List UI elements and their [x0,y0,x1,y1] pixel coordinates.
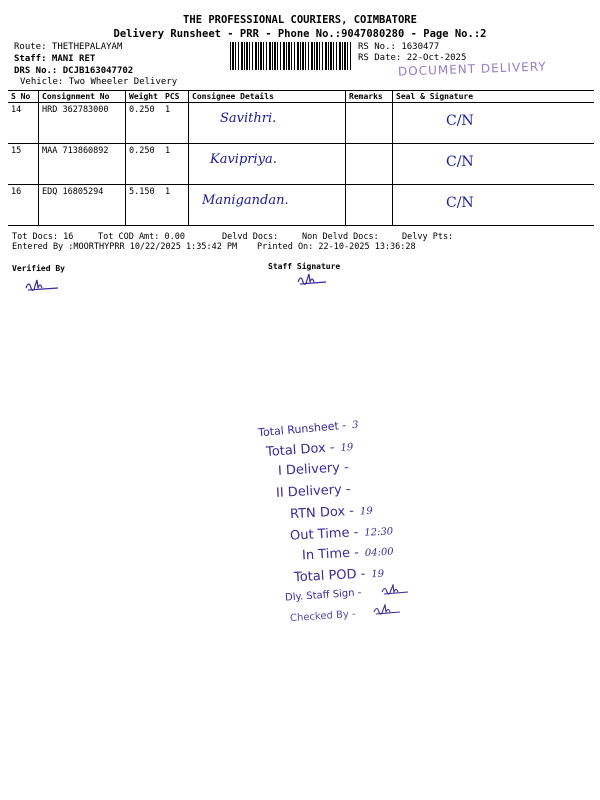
cell-weight: 0.250 [126,144,163,185]
stamp-out-time-label: Out Time - [289,525,359,544]
cell-remarks [346,185,393,226]
cell-consignee [189,185,346,226]
col-header-remarks: Remarks [346,91,393,103]
col-header-pcs: PCS [162,91,189,103]
stamp-staff-signature-icon [380,584,414,598]
printed-on: Printed On: 22-10-2025 13:36:28 [257,242,416,252]
cell-consignee [189,144,346,185]
stamp-i-delivery: I Delivery - [277,460,350,479]
stamp-total-pod-value: 19 [371,568,385,581]
stamp-total-runsheet [258,418,359,440]
cell-seal [393,144,595,185]
col-header-sno: S No [8,91,39,103]
non-delvd-docs: Non Delvd Docs: [302,232,379,242]
cell-sno: 15 [8,144,39,185]
stamp-out-time-value: 12:30 [364,526,394,539]
col-header-consignee: Consignee Details [189,91,346,103]
stamp-checker-signature-icon [372,604,406,618]
staff-signature-label: Staff Signature [268,262,341,271]
cell-pcs: 1 [162,144,189,185]
cell-consignment: EDQ 16805294 [39,185,126,226]
stamp-dly-staff-sign: Dly. Staff Sign - [284,587,362,604]
stamp-rtn-dox-label: RTN Dox - [289,503,355,523]
barcode [230,42,352,70]
vehicle-label: Vehicle: Two Wheeler Delivery [20,77,178,87]
verified-by-label: Verified By [12,264,65,273]
stamp-in-time-value: 04:00 [364,546,394,560]
consignee-handwriting: Kavipriya. [210,152,277,167]
verifier-signature-icon [24,278,64,294]
table-row [8,185,594,226]
stamp-ii-delivery: II Delivery - [275,482,351,501]
document-delivery-stamp: DOCUMENT DELIVERY [397,59,547,79]
cell-remarks [346,144,393,185]
cell-seal [393,103,595,144]
cell-consignment: HRD 362783000 [39,103,126,144]
staff-label: Staff: MANI RET [14,54,96,64]
seal-handwriting: C/N [446,113,474,129]
stamp-total-runsheet-value: 3 [351,419,360,432]
rs-number: RS No.: 1630477 [358,42,440,52]
consignment-table [8,90,594,226]
cell-consignment: MAA 713860892 [39,144,126,185]
consignee-handwriting: Savithri. [220,111,277,126]
route-label: Route: THETHEPALAYAM [14,42,123,52]
staff-signature-icon [296,272,332,288]
tot-cod: Tot COD Amt: 0.00 [98,232,185,242]
delvd-docs: Delvd Docs: [222,232,279,242]
rs-date: RS Date: 22-Oct-2025 [358,53,467,63]
stamp-total-pod [294,566,385,586]
company-title: THE PROFESSIONAL COURIERS, COIMBATORE [183,14,417,26]
cell-sno: 16 [8,185,39,226]
stamp-in-time-label: In Time - [301,545,360,564]
stamp-rtn-dox [290,503,373,522]
delvy-pts: Delvy Pts: [402,232,454,242]
stamp-checked-by: Checked By - [289,608,356,625]
cell-weight: 5.150 [126,185,163,226]
col-header-seal: Seal & Signature [393,91,595,103]
seal-handwriting: C/N [446,195,474,211]
entered-by: Entered By :MOORTHYPRR 10/22/2025 1:35:42 PM [12,242,238,252]
tot-docs: Tot Docs: 16 [12,232,74,242]
cell-seal [393,185,595,226]
runsheet-subtitle: Delivery Runsheet - PRR - Phone No.:9047080280 - Page No.:2 [113,28,487,40]
consignee-handwriting: Manigandan. [202,193,289,208]
cell-remarks [346,103,393,144]
table-row [8,144,594,185]
stamp-total-dox [266,439,354,460]
stamp-total-dox-value: 19 [340,441,354,454]
table-row [8,103,594,144]
stamp-total-dox-label: Total Dox - [265,440,336,461]
stamp-rtn-dox-value: 19 [359,505,373,518]
seal-handwriting: C/N [446,154,474,170]
stamp-out-time [290,523,394,543]
cell-pcs: 1 [162,103,189,144]
cell-consignee [189,103,346,144]
cell-pcs: 1 [162,185,189,226]
stamp-total-pod-label: Total POD - [293,566,366,586]
stamp-total-runsheet-label: Total Runsheet - [257,418,347,440]
stamp-in-time [302,544,394,564]
cell-weight: 0.250 [126,103,163,144]
col-header-consignment: Consignment No [39,91,126,103]
col-header-weight: Weight [126,91,163,103]
cell-sno: 14 [8,103,39,144]
table-header-row [8,91,594,103]
drs-label: DRS No.: DCJB163047702 [14,66,134,76]
